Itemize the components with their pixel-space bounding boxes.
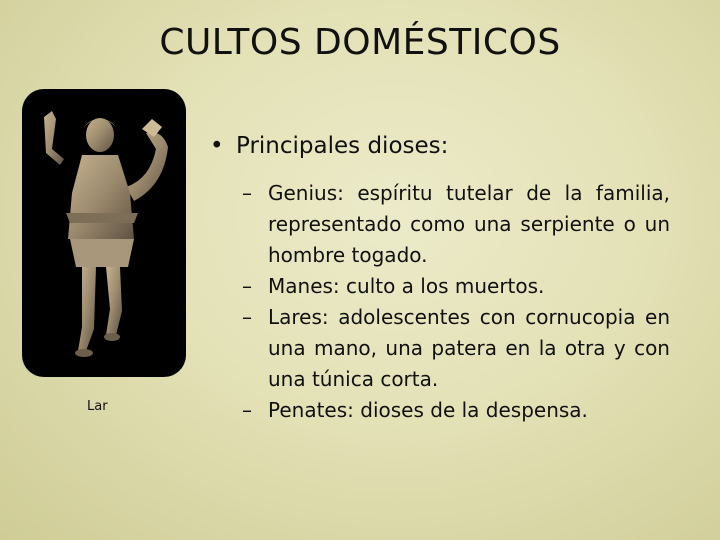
list-item-manes — [242, 271, 670, 302]
list-item-lares — [242, 302, 670, 395]
term-penates: Penates — [268, 398, 348, 422]
main-bullet-text: Principales dioses: — [236, 133, 449, 159]
slide-title: CULTOS DOMÉSTICOS — [159, 22, 561, 63]
bullet-icon: • — [210, 133, 224, 159]
desc-lares: : adolescentes con cornucopia en una mano, una patera en la otra y con una túnica corta. — [268, 305, 670, 391]
list-item-penates — [242, 395, 670, 426]
lar-statue-image — [22, 89, 186, 377]
desc-genius: : espíritu tutelar de la familia, representado como una serpiente o un hombre togado. — [268, 181, 670, 267]
list-item-genius — [242, 178, 670, 271]
term-manes: Manes — [268, 274, 333, 298]
desc-manes: : culto a los muertos. — [332, 274, 545, 298]
desc-penates: : dioses de la despensa. — [347, 398, 588, 422]
image-caption: Lar — [87, 399, 108, 414]
main-bullet — [210, 133, 448, 159]
term-genius: Genius — [268, 181, 338, 205]
gods-list — [242, 178, 670, 426]
term-lares: Lares — [268, 305, 322, 329]
